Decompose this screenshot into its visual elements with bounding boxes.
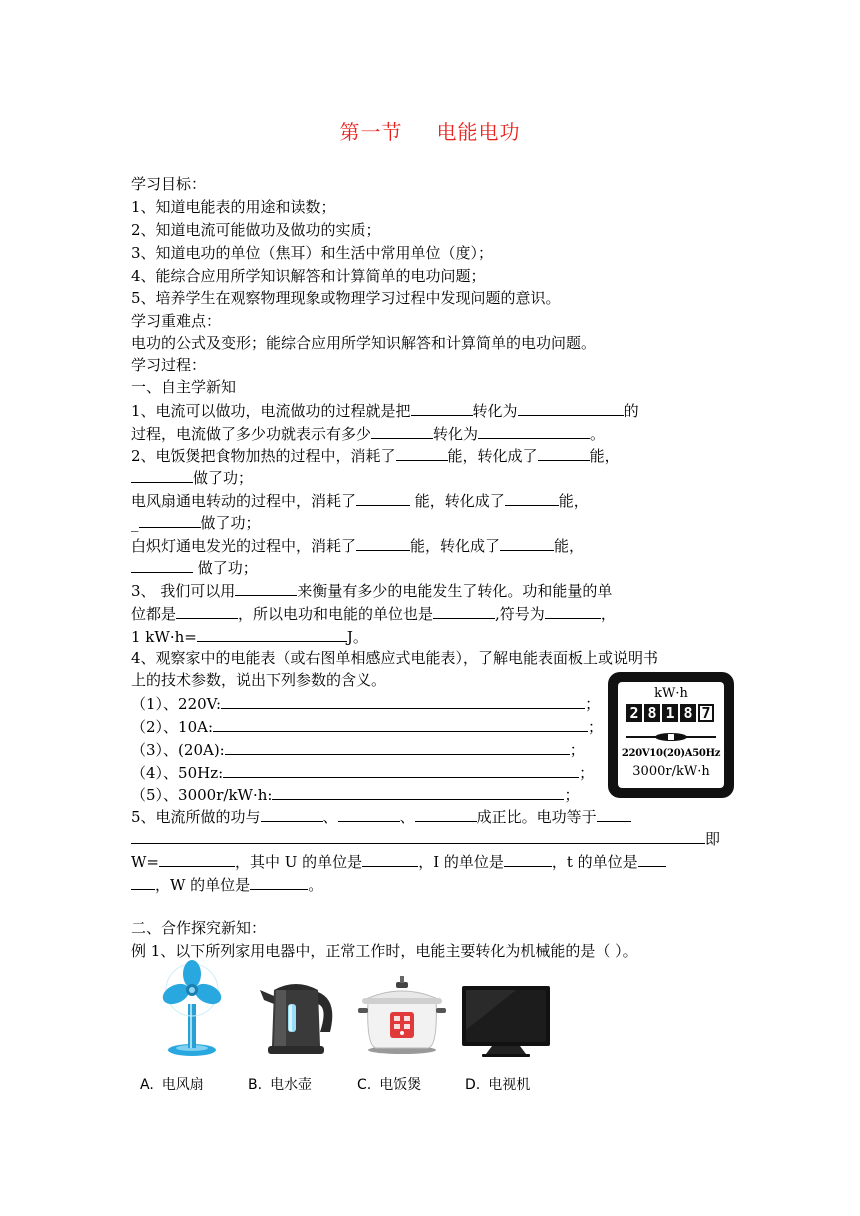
title-topic: 电能电功: [436, 120, 521, 144]
answer-blank[interactable]: [338, 806, 400, 822]
param-row: （3）、(20A): ；: [131, 741, 585, 759]
answer-blank[interactable]: [272, 784, 564, 800]
electric-meter-illustration: [608, 672, 734, 798]
title-section-number: 第一节: [339, 120, 403, 144]
meter-constant: 3000r/kW·h: [632, 764, 710, 779]
goal-item: 3、知道电功的单位（焦耳）和生活中常用单位（度）；: [131, 244, 494, 262]
question-2-line-3: 电风扇通电转动的过程中，消耗了 能，转化成了 能，: [131, 492, 589, 510]
answer-blank[interactable]: [213, 716, 588, 732]
meter-unit: kW·h: [654, 686, 688, 701]
meter-digit: 2: [626, 704, 642, 722]
option-d-caption: D. 电视机: [465, 1077, 531, 1093]
question-3-line-3: 1 kW·h= J。: [131, 628, 368, 646]
answer-blank[interactable]: [433, 603, 495, 619]
answer-blank[interactable]: [356, 535, 410, 551]
goals-heading: 学习目标：: [131, 175, 207, 193]
example-1-question: 例 1、以下所列家用电器中，正常工作时，电能主要转化为机械能的是（ ）。: [131, 942, 638, 960]
answer-blank[interactable]: [597, 806, 631, 822]
param-row: （2）、10A: ；: [131, 718, 604, 736]
rice-cooker-icon: [352, 960, 452, 1060]
answer-blank[interactable]: [176, 603, 238, 619]
param-row: （1）、220V: ；: [131, 695, 601, 713]
question-4-line-2: 上的技术参数，说出下列参数的含义。: [131, 671, 387, 689]
meter-digit: 8: [680, 704, 696, 722]
goal-item: 4、能综合应用所学知识解答和计算简单的电功问题；: [131, 267, 486, 285]
answer-blank[interactable]: [261, 806, 323, 822]
answer-blank[interactable]: [396, 445, 448, 461]
page-title: [0, 116, 860, 145]
keypoints-text: 电功的公式及变形；能综合应用所学知识解答和计算简单的电功问题。: [131, 334, 597, 352]
question-5-line-2: 即: [131, 828, 720, 849]
tv-icon: [456, 960, 556, 1060]
answer-blank[interactable]: [159, 851, 235, 867]
question-3-line-1: 3、 我们可以用 来衡量有多少的电能发生了转化。功和能量的单: [131, 582, 613, 600]
answer-blank[interactable]: [538, 445, 590, 461]
answer-blank[interactable]: [131, 467, 193, 483]
answer-blank[interactable]: [478, 423, 590, 439]
kettle-icon: [246, 960, 346, 1060]
answer-blank[interactable]: [545, 603, 601, 619]
answer-blank[interactable]: [505, 490, 559, 506]
process-heading: 学习过程：: [131, 356, 207, 374]
meter-disc-icon: [624, 732, 718, 742]
answer-blank[interactable]: [415, 806, 477, 822]
question-2-line-2: 做了功；: [131, 467, 253, 488]
param-row: （4）、50Hz: ；: [131, 764, 595, 782]
answer-blank[interactable]: [197, 626, 347, 642]
answer-blank[interactable]: [235, 580, 297, 596]
goal-item: 5、培养学生在观察物理现象或物理学习过程中发现问题的意识。: [131, 289, 561, 307]
question-5-line-3: W= ，其中 U 的单位是 ，I 的单位是 ，t 的单位是: [131, 851, 666, 872]
meter-rating: 220V10(20)A50Hz: [621, 748, 721, 759]
option-c-caption: C. 电饭煲: [357, 1077, 422, 1093]
answer-blank[interactable]: [131, 557, 193, 573]
question-5-line-1: 5、电流所做的功与 、 、 成正比。电功等于: [131, 806, 631, 827]
answer-blank[interactable]: [371, 423, 433, 439]
option-b-caption: B. 电水壶: [248, 1077, 313, 1093]
question-2-line-1: 2、电饭煲把食物加热的过程中，消耗了 能，转化成了 能，: [131, 447, 620, 465]
answer-blank[interactable]: [362, 851, 418, 867]
question-1-line-2: 过程，电流做了多少功就表示有多少 转化为 。: [131, 425, 606, 443]
question-2-line-5: 白炽灯通电发光的过程中，消耗了 能，转化成了 能，: [131, 537, 585, 555]
answer-blank[interactable]: [131, 874, 155, 890]
meter-digit: 1: [662, 704, 678, 722]
option-a-caption: A. 电风扇: [140, 1077, 204, 1093]
question-3-line-2: 位都是 ，所以电功和电能的单位也是 ,符号为 ，: [131, 605, 616, 623]
fan-icon: [140, 960, 240, 1060]
answer-blank[interactable]: [225, 739, 570, 755]
answer-blank[interactable]: [504, 851, 552, 867]
answer-blank[interactable]: [500, 535, 554, 551]
answer-blank[interactable]: [131, 828, 705, 844]
question-4-line-1: 4、观察家中的电能表（或右图单相感应式电能表），了解电能表面板上或说明书: [131, 649, 659, 667]
section-2-heading: 二、合作探究新知：: [131, 919, 267, 937]
question-5-line-4: ，W 的单位是 。: [131, 874, 323, 895]
question-1-line-1: 1、电流可以做功，电流做功的过程就是把 转化为 的: [131, 402, 639, 420]
answer-blank[interactable]: [638, 851, 666, 867]
question-2-line-6: 做了功；: [131, 557, 258, 578]
answer-blank[interactable]: [518, 400, 624, 416]
meter-digit-decimal: 7: [698, 704, 714, 722]
goal-item: 2、知道电流可能做功及做功的实质；: [131, 221, 381, 239]
goal-item: 1、知道电能表的用途和读数；: [131, 198, 336, 216]
keypoints-heading: 学习重难点：: [131, 312, 222, 330]
section-1-heading: 一、自主学新知: [131, 378, 237, 396]
answer-blank[interactable]: [139, 512, 201, 528]
answer-blank[interactable]: [356, 490, 410, 506]
meter-reading: [626, 704, 714, 722]
param-row: （5）、3000r/kW·h: ；: [131, 786, 580, 804]
question-2-line-4: _ 做了功；: [131, 514, 261, 532]
answer-blank[interactable]: [223, 762, 579, 778]
meter-digit: 8: [644, 704, 660, 722]
answer-blank[interactable]: [221, 693, 585, 709]
answer-blank[interactable]: [411, 400, 473, 416]
answer-blank[interactable]: [250, 874, 308, 890]
